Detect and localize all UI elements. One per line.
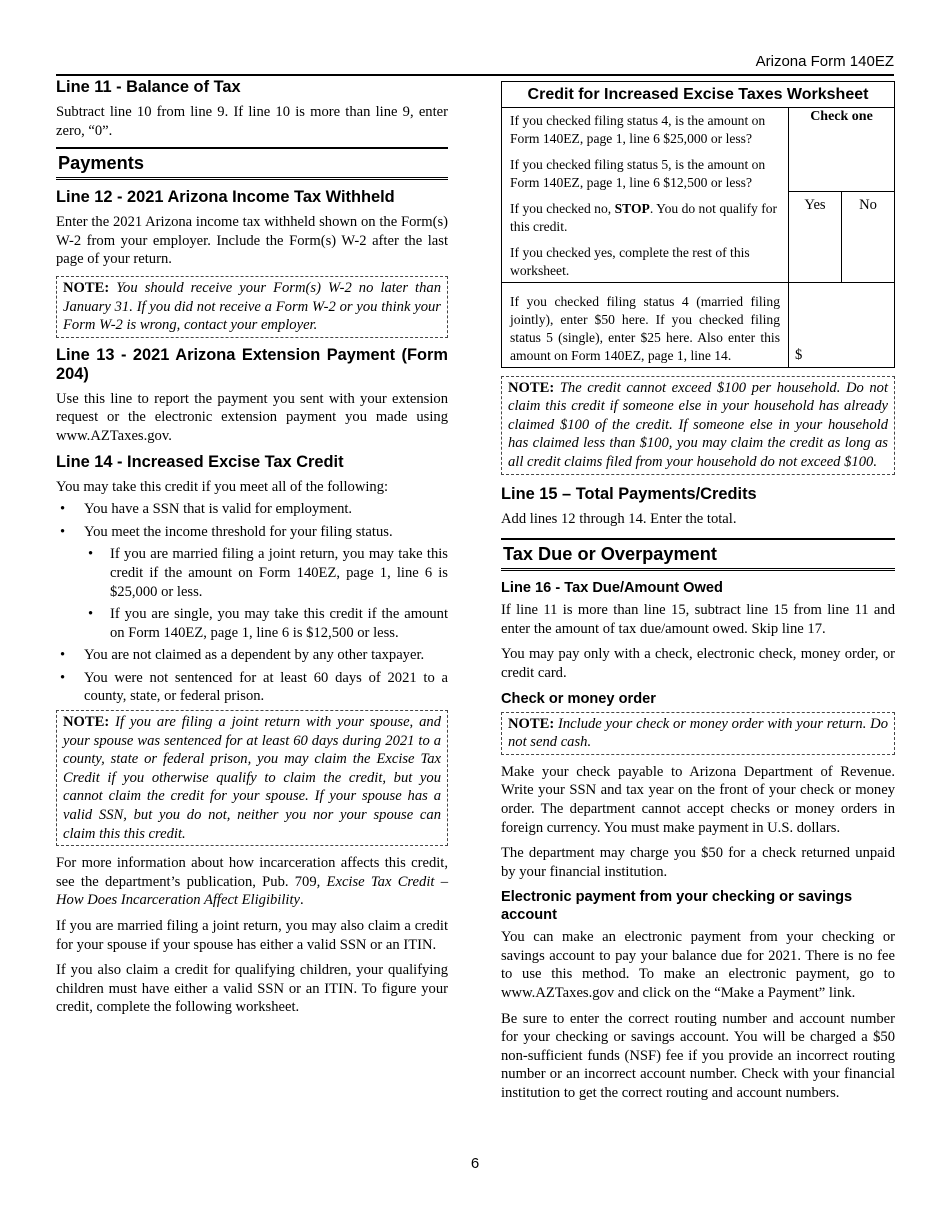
line16-text2: You may pay only with a check, electronic check, money order, or credit card. <box>501 646 895 681</box>
line14-requirements <box>56 500 448 706</box>
electronic-payment-text1: You can make an electronic payment from your checking or savings account to pay your balance due for 2021. There is no fee to use this method. To make an electronic payment, go to www.AZTaxes.gov and click on the “Make a Payment” link. <box>501 929 895 1002</box>
worksheet-q4: If you checked yes, complete the rest of this worksheet. <box>510 244 750 278</box>
note-text: The credit cannot exceed $100 per household. Do not claim this credit if someone else in your household has already claimed $100 of the credit. If someone else in your household has claimed less than $100, you may claim the credit as long as all credit claims filed from your household do not exceed $100. <box>508 379 889 470</box>
q3-prefix: If you checked no, <box>510 200 615 216</box>
income-threshold-list <box>84 545 448 642</box>
header-rule <box>56 74 894 76</box>
electronic-payment-text2: Be sure to enter the correct routing number and account number for your checking or savings account. You will be charged a $50 non-sufficient funds (NSF) fee if you provide an incorrect routing number or an incorrect account number. Check with your financial institution to get the correct routing and account numbers. <box>501 1010 895 1102</box>
note-text: You should receive your Form(s) W-2 no later than January 31. If you did not receive a Form W-2 or you think your Form W-2 is wrong, contact your employer. <box>63 279 442 334</box>
list-item: • If you are married filing a joint return, you may take this credit if the amount on Form 140EZ, page 1, line 6 is $25,000 or less. <box>84 545 448 601</box>
check-money-order-text1: Make your check payable to Arizona Department of Revenue. Write your SSN and tax year on the front of your check or money order. The department cannot accept checks or money orders in foreign currency. You must make payment in U.S. dollars. <box>501 763 895 836</box>
payments-section-title: Payments <box>56 147 448 180</box>
line14-note <box>56 710 448 846</box>
line12-heading: Line 12 - 2021 Arizona Income Tax Withheld <box>56 188 395 207</box>
line14-heading: Line 14 - Increased Excise Tax Credit <box>56 452 344 471</box>
list-item: • If you are single, you may take this credit if the amount on Form 140EZ, page 1, line 6 is $12,500 or less. <box>84 605 448 642</box>
list-item-text: You meet the income threshold for your filing status. <box>84 523 393 540</box>
list-item: • You have a SSN that is valid for employment. <box>56 500 448 519</box>
check-money-order-text2: The department may charge you $50 for a check returned unpaid by your financial institution. <box>501 845 895 880</box>
line11-heading: Line 11 - Balance of Tax <box>56 78 241 96</box>
list-item: • You were not sentenced for at least 60 days of 2021 to a county, state, or federal prison. <box>56 669 448 706</box>
incarceration-info <box>56 854 448 910</box>
info-end: . <box>300 892 304 909</box>
check-money-order-note <box>501 712 895 755</box>
worksheet-q3 <box>510 200 780 236</box>
left-column <box>56 78 448 1024</box>
worksheet-q1: If you checked filing status 4, is the amount on Form 140EZ, page 1, line 6 $25,000 or less? <box>510 112 766 146</box>
form-name-header: Arizona Form 140EZ <box>755 53 894 70</box>
amount-field[interactable] <box>789 283 894 367</box>
line16-text1: If line 11 is more than line 15, subtract line 15 from line 11 and enter the amount of tax due/amount owed. Skip line 17. <box>501 602 895 637</box>
note-text: If you are filing a joint return with your spouse, and your spouse was sentenced for at least 60 days during 2021 to a county, state or federal prison, you may claim the Excise Tax Credit if you otherwise qualify to claim the credit, but you cannot claim the credit for your spouse. If your spouse has a valid SSN, but you do not, neither you nor your spouse can claim this this credit. <box>63 714 441 842</box>
q3-suffix: . You do not qualify for this credit. <box>510 200 778 234</box>
note-text: Include your check or money order with your return. Do not send cash. <box>508 715 888 751</box>
q3-stop: STOP <box>614 200 650 216</box>
worksheet-amount-row <box>502 282 894 367</box>
line16-heading: Line 16 - Tax Due/Amount Owed <box>501 580 723 597</box>
line13-text: Use this line to report the payment you sent with your extension request or the electronic extension payment you made using www.AZTaxes.gov. <box>56 390 448 444</box>
line11-text: Subtract line 10 from line 9. If line 10 is more than line 9, enter zero, “0”. <box>56 104 448 139</box>
worksheet-questions <box>502 108 894 282</box>
children-text: If you also claim a credit for qualifying children, your qualifying children must have either a valid SSN or an ITIN. To figure your credit, complete the following worksheet. <box>56 962 448 1016</box>
info-text: For more information about how incarceration affects this credit, see the department’s publication, Pub. 709 <box>56 855 448 890</box>
spouse-text: If you are married filing a joint return, you may also claim a credit for your spouse if your spouse has either a valid SSN or an ITIN. <box>56 918 448 953</box>
tax-due-section-title: Tax Due or Overpayment <box>501 538 895 571</box>
line12-note <box>56 276 448 338</box>
line15-heading: Line 15 – Total Payments/Credits <box>501 484 757 503</box>
note-label: NOTE: <box>508 715 555 732</box>
page-number: 6 <box>470 1155 480 1172</box>
line12-text: Enter the 2021 Arizona income tax withheld shown on the Form(s) W-2 from your employer. Include the Form(s) W-2 after the last page of your return. <box>56 214 448 268</box>
note-label: NOTE: <box>63 279 110 296</box>
yes-column[interactable]: Yes <box>789 192 842 281</box>
right-column <box>501 81 895 1110</box>
line13-heading: Line 13 - 2021 Arizona Extension Payment (Form 204) <box>56 345 448 383</box>
check-money-order-heading: Check or money order <box>501 690 656 707</box>
publication-title: , Excise Tax Credit – How Does Incarceration Affect Eligibility <box>56 873 448 909</box>
line15-text: Add lines 12 through 14. Enter the total. <box>501 510 737 527</box>
worksheet-question-list <box>502 108 789 282</box>
worksheet-q2: If you checked filing status 5, is the amount on Form 140EZ, page 1, line 6 $12,500 or less? <box>510 156 766 190</box>
note-label: NOTE: <box>508 379 555 396</box>
excise-credit-worksheet <box>501 81 895 368</box>
household-limit-note <box>501 376 895 475</box>
line14-intro: You may take this credit if you meet all of the following: <box>56 478 389 495</box>
worksheet-amount-text: If you checked filing status 4 (married filing jointly), enter $50 here. If you checked filing status 5 (single), enter $25 here. Also enter this amount on Form 140EZ, page 1, line 14. <box>502 283 789 367</box>
list-item: • You are not claimed as a dependent by any other taxpayer. <box>56 646 448 665</box>
list-item <box>56 523 448 643</box>
note-label: NOTE: <box>63 714 110 731</box>
electronic-payment-heading: Electronic payment from your checking or savings account <box>501 889 853 924</box>
check-one-header: Check one <box>789 108 894 193</box>
dollar-sign: $ <box>795 347 803 363</box>
worksheet-title: Credit for Increased Excise Taxes Worksheet <box>502 82 894 108</box>
no-column[interactable]: No <box>859 197 877 214</box>
